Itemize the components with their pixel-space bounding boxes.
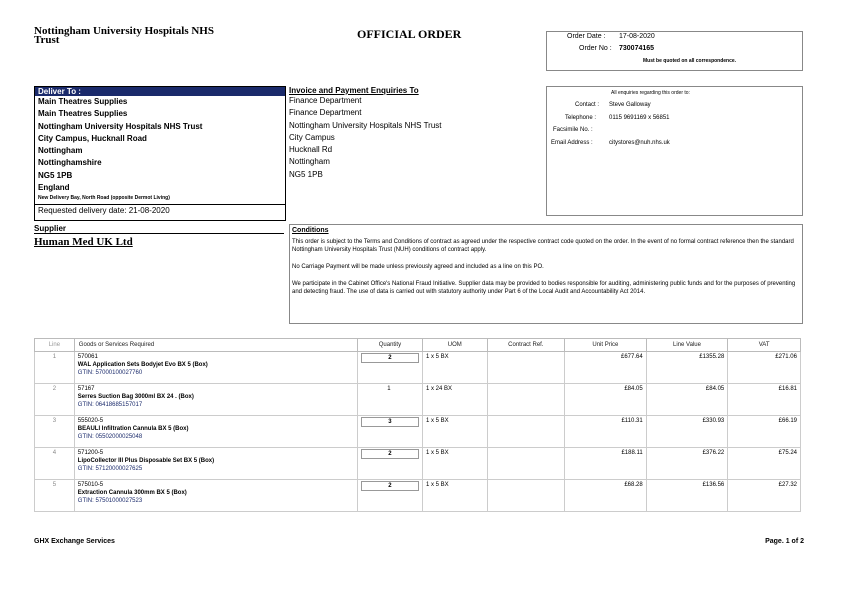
line-number: 4: [35, 448, 75, 480]
contact-note: All enquiries regarding this order to:: [611, 90, 690, 96]
quantity: 2: [361, 353, 419, 363]
footer-left: GHX Exchange Services: [34, 538, 115, 545]
conditions-label: Conditions: [292, 227, 329, 234]
column-header-quantity: Quantity: [357, 339, 422, 352]
page-number: Page. 1 of 2: [765, 538, 804, 545]
item-description-cell: [74, 480, 357, 512]
invoice-line: Finance Department: [289, 108, 362, 118]
contract-ref: [487, 352, 565, 384]
item-description: LipoCollector III Plus Disposable Set BX 5 (Box): [77, 458, 215, 464]
uom: 1 x 5 BX: [422, 416, 487, 448]
unit-price: £110.31: [565, 416, 647, 448]
order-no-label: Order No :: [579, 45, 612, 52]
item-code: 57167: [77, 386, 95, 392]
deliver-to-box: [34, 86, 286, 221]
item-code: 571200-5: [77, 450, 104, 456]
delivery-note: New Delivery Bay, North Road (opposite Dermot Living): [38, 195, 170, 202]
line-number: 3: [35, 416, 75, 448]
deliver-line: Main Theatres Supplies: [38, 97, 128, 106]
quantity: 2: [361, 449, 419, 459]
contract-ref: [487, 448, 565, 480]
line-number: 5: [35, 480, 75, 512]
deliver-line: England: [38, 183, 70, 193]
quantity: 3: [361, 417, 419, 427]
quantity: 1: [387, 386, 391, 392]
table-header-row: [35, 339, 801, 352]
item-description-cell: [74, 448, 357, 480]
organisation-name: [34, 27, 294, 45]
item-gtin: GTIN: 57501000027523: [77, 498, 143, 504]
item-description: WAL Application Sets Bodyjet Evo BX 5 (Box): [77, 362, 208, 368]
invoice-enquiries-box: [289, 86, 544, 214]
quantity-cell: [357, 416, 422, 448]
deliver-line: Nottingham University Hospitals NHS Trust: [38, 121, 203, 131]
item-gtin: GTIN: 57000100027760: [77, 370, 143, 376]
organisation-name-line1: Nottingham University Hospitals NHS: [34, 25, 214, 37]
contract-ref: [487, 416, 565, 448]
uom: 1 x 5 BX: [422, 352, 487, 384]
order-no: 730074165: [619, 45, 655, 52]
line-number: 2: [35, 384, 75, 416]
contract-ref: [487, 480, 565, 512]
table-row: [35, 480, 801, 512]
organisation-name-line2: Trust: [34, 34, 60, 46]
line-value: £1355.28: [646, 352, 728, 384]
requested-delivery-date: Requested delivery date: 21-08-2020: [35, 204, 285, 216]
item-gtin: GTIN: 05502000025048: [77, 434, 143, 440]
unit-price: £68.28: [565, 480, 647, 512]
line-value: £136.56: [646, 480, 728, 512]
item-code: 575010-5: [77, 482, 104, 488]
column-header-line-value: Line Value: [646, 339, 728, 352]
order-date-label: Order Date :: [567, 33, 606, 40]
quote-note: Must be quoted on all correspondence.: [643, 58, 737, 64]
uom: 1 x 5 BX: [422, 448, 487, 480]
unit-price: £84.05: [565, 384, 647, 416]
line-value: £376.22: [646, 448, 728, 480]
invoice-line: Finance Department: [289, 96, 362, 105]
line-value: £84.05: [646, 384, 728, 416]
uom: 1 x 5 BX: [422, 480, 487, 512]
invoice-label: Invoice and Payment Enquiries To: [289, 86, 419, 95]
vat: £27.32: [728, 480, 801, 512]
quantity-cell: [357, 384, 422, 416]
item-description: Extraction Cannula 300mm BX 5 (Box): [77, 490, 187, 496]
column-header-line: Line: [35, 339, 75, 352]
invoice-line: Hucknall Rd: [289, 145, 333, 155]
conditions-paragraph: We participate in the Cabinet Office's National Fraud Initiative. Supplier data may be provided to bodies responsible for auditing, administering public funds and for the purposes of preventing and detecting fraud. The use of data is carried out with statutory authority under Part 6 of the Local Audit and Accountability Act 2014.: [292, 281, 796, 295]
item-description: BEAULI Infiltration Cannula BX 5 (Box): [77, 426, 189, 432]
item-description: Serres Suction Bag 3000ml BX 24 . (Box): [77, 394, 194, 400]
unit-price: £677.64: [565, 352, 647, 384]
conditions-paragraph: No Carriage Payment will be made unless previously agreed and included as a line on this PO.: [292, 264, 544, 270]
item-code: 555020-5: [77, 418, 104, 424]
deliver-to-label: Deliver To :: [35, 87, 285, 96]
quantity-cell: [357, 480, 422, 512]
fax-label: Facsimile No. :: [553, 127, 593, 133]
deliver-line: NG5 1PB: [38, 170, 73, 180]
supplier-box: [34, 224, 284, 252]
invoice-line: City Campus: [289, 132, 335, 142]
telephone-label: Telephone :: [565, 115, 597, 121]
invoice-line: Nottingham: [289, 157, 330, 167]
column-header-contract-ref: Contract Ref.: [487, 339, 565, 352]
line-number: 1: [35, 352, 75, 384]
deliver-line: City Campus, Hucknall Road: [38, 133, 147, 143]
contact-label: Contact :: [575, 102, 600, 108]
column-header-uom: UOM: [422, 339, 487, 352]
email: citystores@nuh.nhs.uk: [609, 140, 670, 146]
table-row: [35, 384, 801, 416]
vat: £75.24: [728, 448, 801, 480]
supplier-label: Supplier: [34, 224, 284, 234]
quantity-cell: [357, 448, 422, 480]
table-row: [35, 448, 801, 480]
column-header-goods: Goods or Services Required: [74, 339, 357, 352]
column-header-vat: VAT: [728, 339, 801, 352]
email-label: Email Address :: [551, 140, 593, 146]
telephone: 0115 9691169 x 56851: [609, 115, 670, 121]
contact-name: Steve Galloway: [609, 102, 651, 108]
unit-price: £188.11: [565, 448, 647, 480]
quantity-cell: [357, 352, 422, 384]
uom: 1 x 24 BX: [422, 384, 487, 416]
item-gtin: GTIN: 57120000027625: [77, 466, 143, 472]
table-row: [35, 416, 801, 448]
order-info-box: [546, 31, 803, 71]
vat: £66.19: [728, 416, 801, 448]
deliver-line: Nottingham: [38, 146, 83, 156]
conditions-box: [289, 224, 803, 324]
vat: £16.81: [728, 384, 801, 416]
quantity: 2: [361, 481, 419, 491]
item-gtin: GTIN: 06418685157017: [77, 402, 143, 408]
item-description-cell: [74, 416, 357, 448]
deliver-line: Main Theatres Supplies: [38, 109, 128, 119]
line-value: £330.93: [646, 416, 728, 448]
conditions-paragraph: This order is subject to the Terms and Conditions of contract as agreed under the respective contract code quoted on the order. In the event of no formal contract reference then the standard Nottingham University Hospitals Trust (NUH) conditions of contract apply.: [292, 239, 794, 253]
invoice-line: NG5 1PB: [289, 169, 323, 179]
contact-box: [546, 86, 803, 216]
order-date: 17-08-2020: [619, 33, 655, 40]
deliver-line: Nottinghamshire: [38, 158, 102, 168]
page-title: OFFICIAL ORDER: [357, 27, 462, 41]
item-description-cell: [74, 384, 357, 416]
item-description-cell: [74, 352, 357, 384]
invoice-line: Nottingham University Hospitals NHS Trust: [289, 120, 442, 130]
vat: £271.06: [728, 352, 801, 384]
item-code: 570061: [77, 354, 98, 360]
contract-ref: [487, 384, 565, 416]
order-lines-table: [34, 338, 801, 512]
table-row: [35, 352, 801, 384]
supplier-name: Human Med UK Ltd: [34, 236, 133, 248]
column-header-unit-price: Unit Price: [565, 339, 647, 352]
